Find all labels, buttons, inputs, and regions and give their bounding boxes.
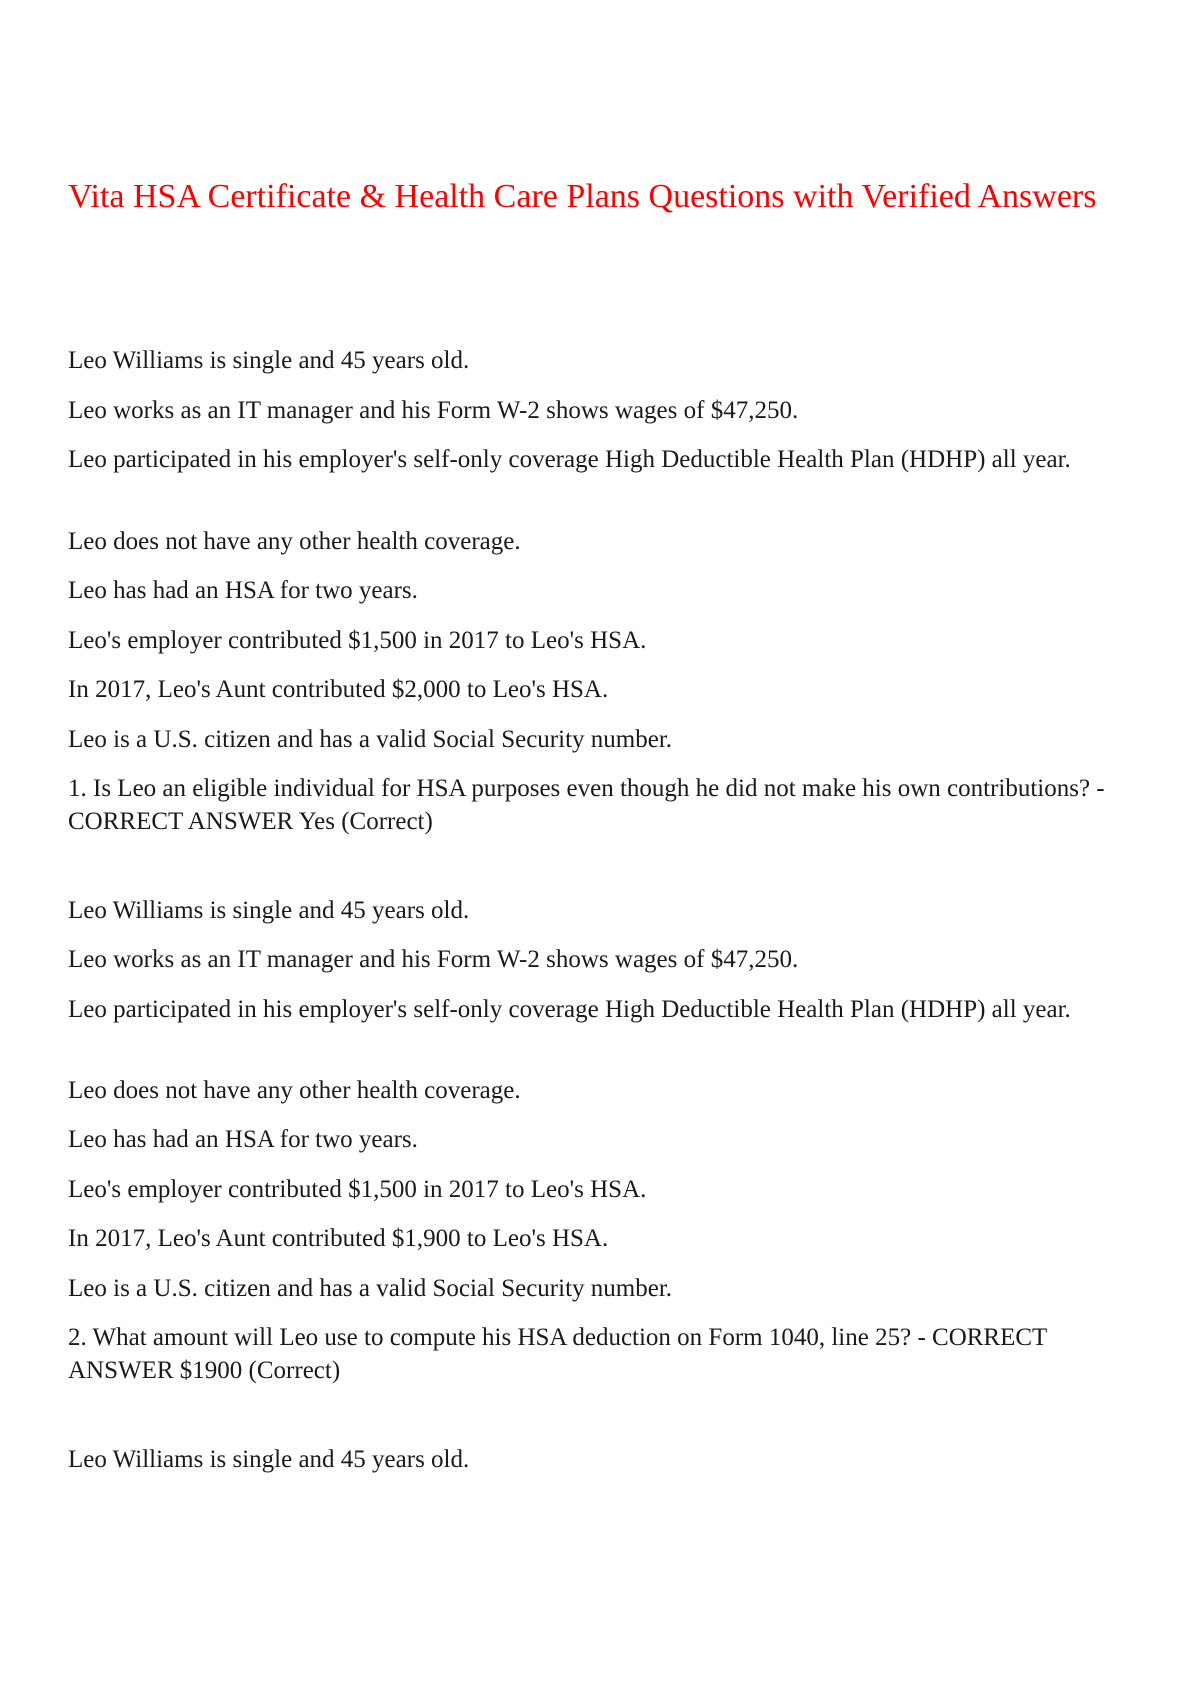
q2-paragraph-8: Leo is a U.S. citizen and has a valid Social Security number. — [68, 1275, 673, 1302]
q1-paragraph-6: Leo's employer contributed $1,500 in 2017 to Leo's HSA. — [68, 627, 647, 654]
q2-paragraph-7: In 2017, Leo's Aunt contributed $1,900 to Leo's HSA. — [68, 1225, 609, 1252]
q2-question-answer: 2. What amount will Leo use to compute his HSA deduction on Form 1040, line 25? - CORRECT ANSWER $1900 (Correct) — [68, 1324, 1047, 1384]
q1-paragraph-3: Leo participated in his employer's self-only coverage High Deductible Health Plan (HDHP) all year. — [68, 446, 1071, 473]
q1-paragraph-5: Leo has had an HSA for two years. — [68, 577, 418, 604]
q1-paragraph-1: Leo Williams is single and 45 years old. — [68, 347, 470, 374]
q2-paragraph-2: Leo works as an IT manager and his Form W-2 shows wages of $47,250. — [68, 946, 799, 973]
q2-paragraph-4: Leo does not have any other health coverage. — [68, 1077, 521, 1104]
q2-paragraph-1: Leo Williams is single and 45 years old. — [68, 897, 470, 924]
document-title: Vita HSA Certificate & Health Care Plans Questions with Verified Answers — [68, 178, 1097, 215]
q1-paragraph-8: Leo is a U.S. citizen and has a valid Social Security number. — [68, 726, 673, 753]
q1-paragraph-4: Leo does not have any other health coverage. — [68, 528, 521, 555]
q2-paragraph-5: Leo has had an HSA for two years. — [68, 1126, 418, 1153]
q1-paragraph-7: In 2017, Leo's Aunt contributed $2,000 to Leo's HSA. — [68, 676, 609, 703]
q1-paragraph-2: Leo works as an IT manager and his Form W-2 shows wages of $47,250. — [68, 397, 799, 424]
q1-question-answer: 1. Is Leo an eligible individual for HSA purposes even though he did not make his own contributions? - CORRECT ANSWER Yes (Correct) — [68, 775, 1105, 835]
q3-paragraph-1: Leo Williams is single and 45 years old. — [68, 1446, 470, 1473]
q2-paragraph-3: Leo participated in his employer's self-only coverage High Deductible Health Plan (HDHP) all year. — [68, 996, 1071, 1023]
q2-paragraph-6: Leo's employer contributed $1,500 in 2017 to Leo's HSA. — [68, 1176, 647, 1203]
